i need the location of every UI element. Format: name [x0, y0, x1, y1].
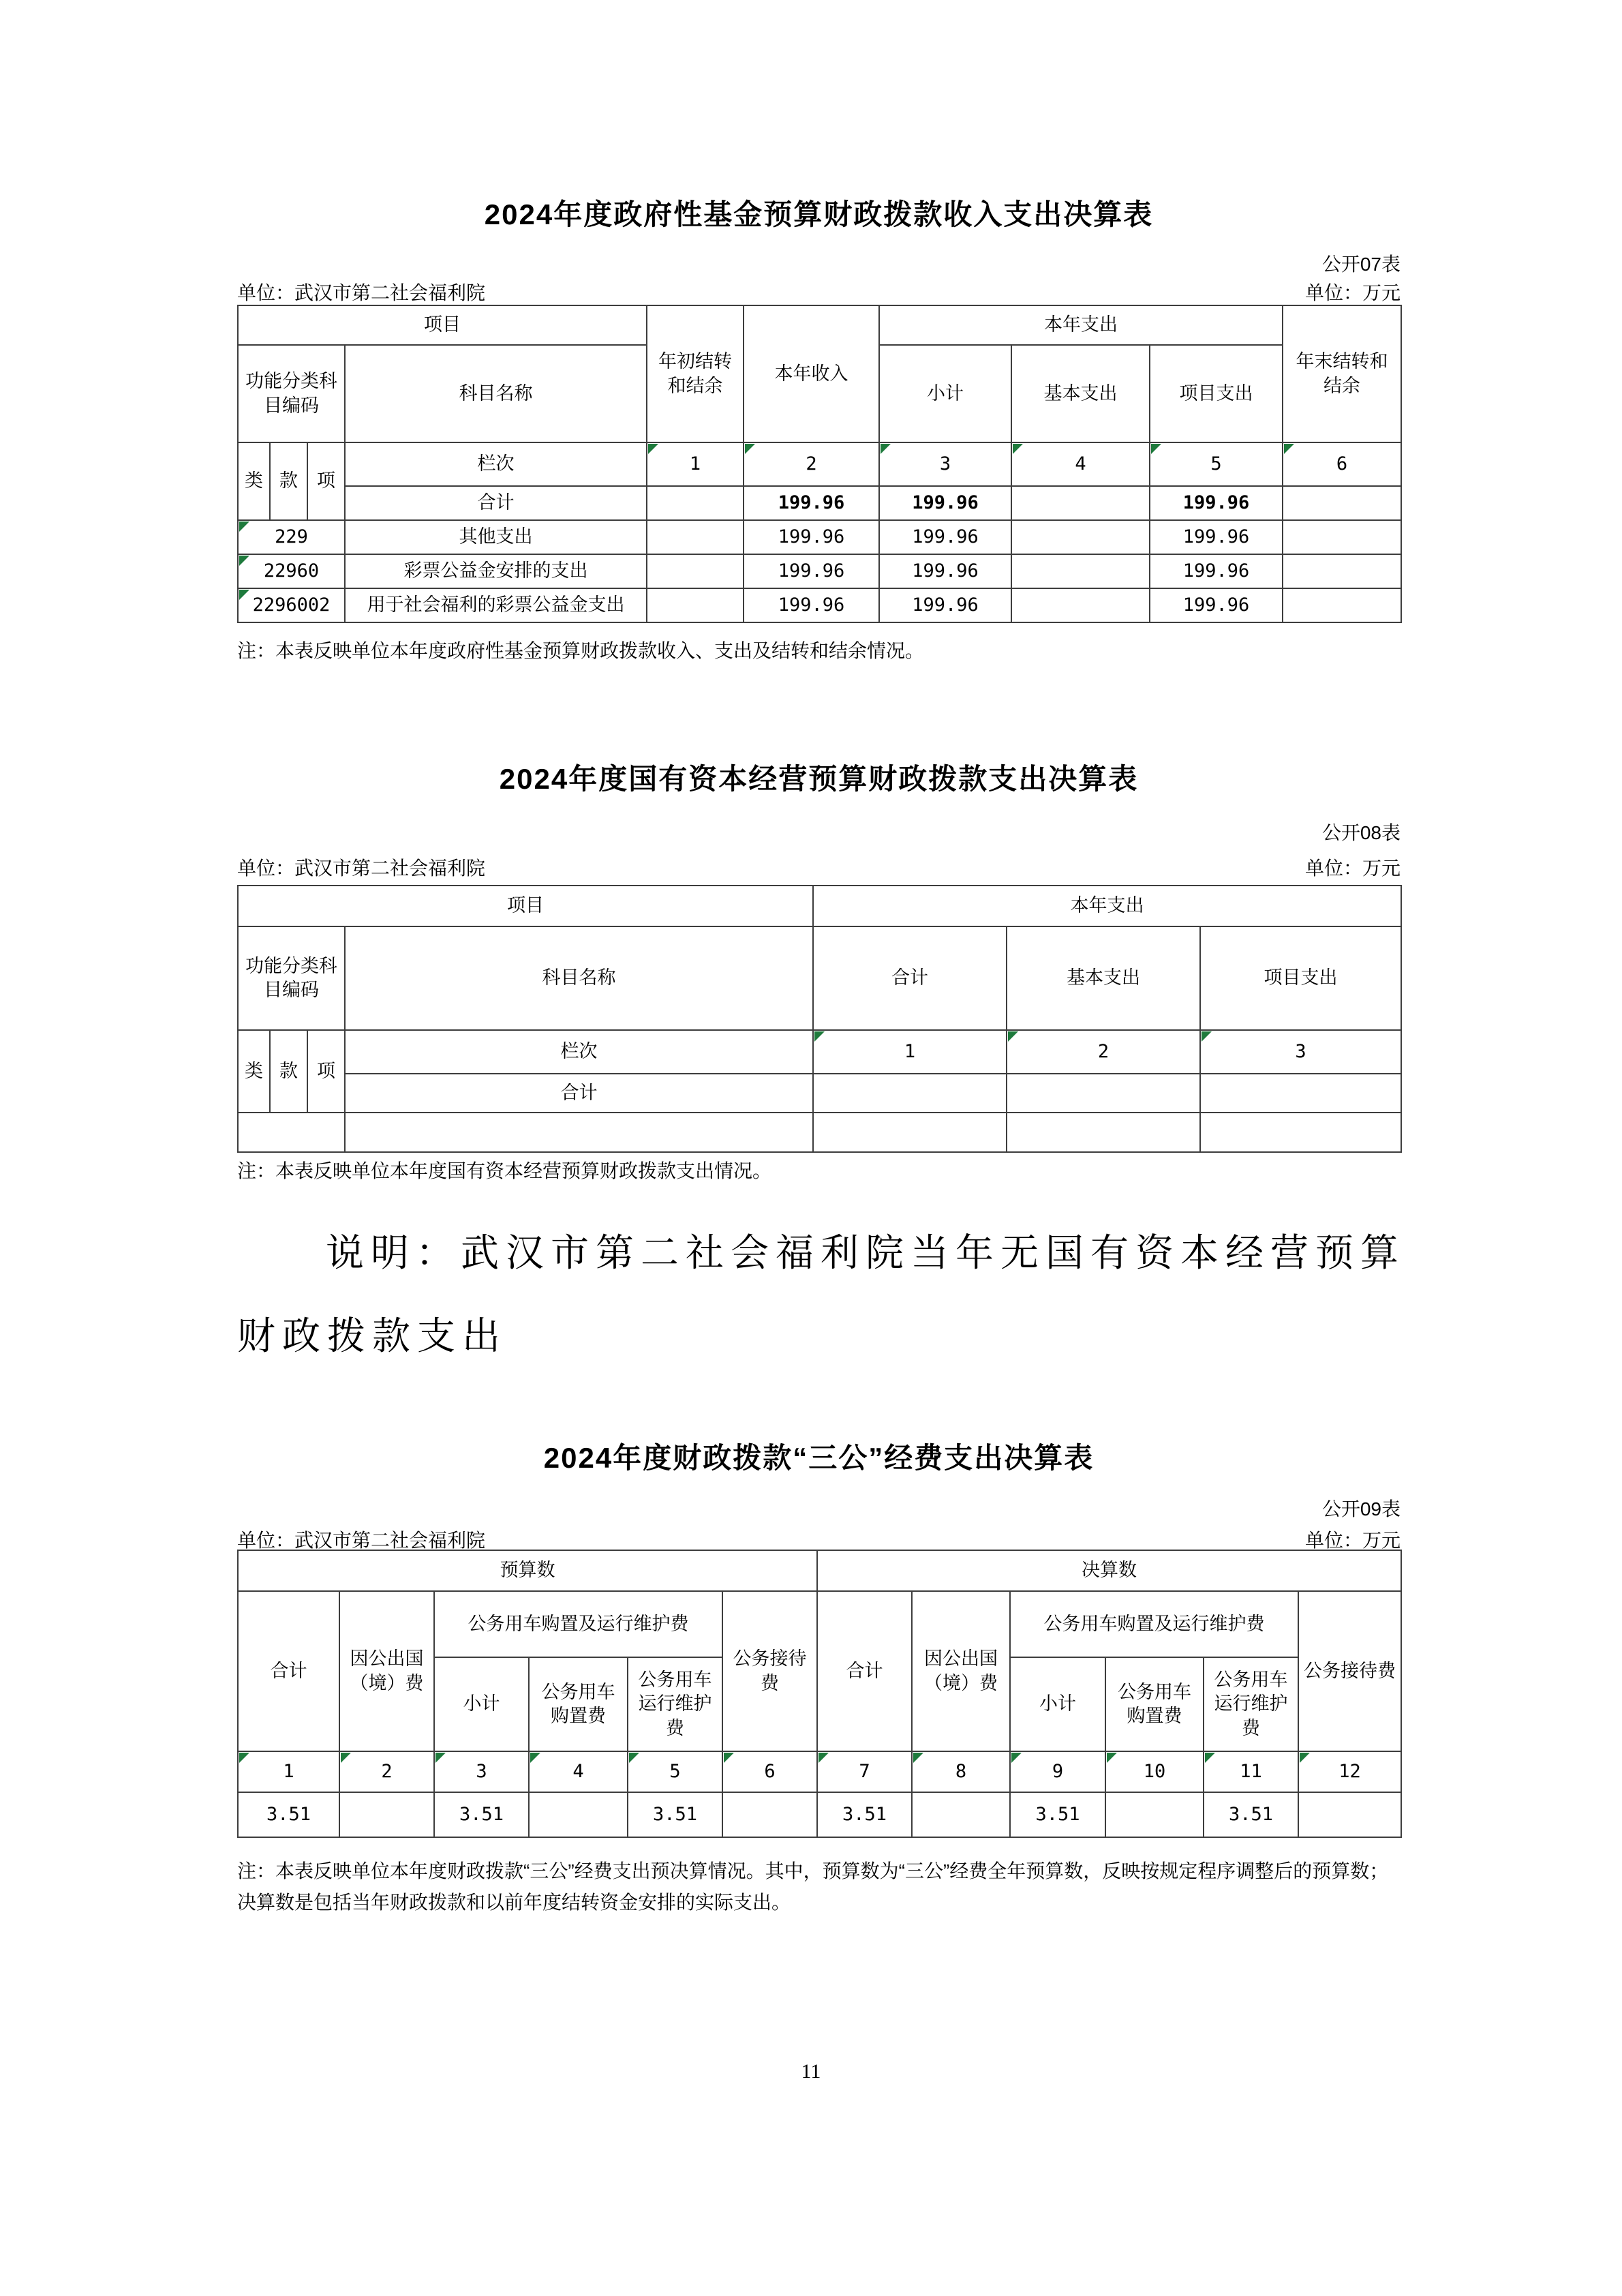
column-number-cell: 4: [1011, 442, 1150, 486]
header-cell: 年初结转和结余: [647, 305, 744, 442]
header-cell: 项目: [238, 305, 647, 345]
table09-code: 公开09表: [1321, 1498, 1401, 1520]
table07-grid: [237, 305, 1402, 623]
excel-flag-icon: [724, 1753, 734, 1763]
row-code-cell: 22960: [238, 554, 345, 588]
data-cell: [912, 1792, 1010, 1837]
data-cell: 199.96: [744, 554, 879, 588]
excel-flag-icon: [435, 1753, 446, 1763]
excel-flag-icon: [881, 444, 891, 454]
column-number-cell: 10: [1105, 1751, 1204, 1792]
excel-flag-icon: [745, 444, 755, 454]
column-number-cell: 2: [339, 1751, 434, 1792]
header-cell: 小计: [879, 345, 1011, 442]
table08-unit-row: [237, 854, 1401, 881]
table09-org-label: 单位：武汉市第二社会福利院: [237, 1530, 486, 1551]
data-cell: [1105, 1792, 1204, 1837]
excel-flag-icon: [341, 1753, 351, 1763]
data-cell: 199.96: [1150, 554, 1283, 588]
excel-flag-icon: [648, 444, 658, 454]
header-cell: 基本支出: [1007, 926, 1200, 1030]
header-cell: 合计: [817, 1591, 912, 1751]
table09-grid: [237, 1550, 1402, 1838]
table09-unit-row: [237, 1526, 1401, 1553]
excel-flag-icon: [913, 1753, 923, 1763]
column-number-cell: 1: [813, 1030, 1007, 1074]
row-code-cell: [238, 1113, 345, 1152]
table07-code: 公开07表: [1321, 254, 1401, 275]
data-cell: [1283, 486, 1401, 520]
excel-flag-icon: [814, 1031, 825, 1042]
table09-title: 2024年度财政拨款“三公”经费支出决算表: [543, 1442, 1095, 1474]
table08-note: 注：本表反映单位本年度国有资本经营预算财政拨款支出情况。: [237, 1160, 772, 1181]
data-cell: 3.51: [817, 1792, 912, 1837]
column-number-cell: 2: [744, 442, 879, 486]
data-cell: 199.96: [744, 486, 879, 520]
data-cell: 199.96: [879, 588, 1011, 622]
header-cell: 栏次: [345, 442, 647, 486]
excel-flag-icon: [239, 522, 249, 532]
table09-money-unit: 单位：万元: [1304, 1530, 1401, 1551]
data-cell: [647, 588, 744, 622]
data-cell: 199.96: [879, 520, 1011, 554]
header-cell: 款: [270, 442, 307, 520]
header-cell: 年末结转和结余: [1283, 305, 1401, 442]
header-cell: 基本支出: [1011, 345, 1150, 442]
data-cell: [1298, 1792, 1401, 1837]
data-cell: 199.96: [879, 554, 1011, 588]
subject-name-cell: [345, 1113, 813, 1152]
column-number-cell: 3: [879, 442, 1011, 486]
total-row-label: 合计: [345, 1074, 813, 1113]
column-number-cell: 2: [1007, 1030, 1200, 1074]
table08-title: 2024年度国有资本经营预算财政拨款支出决算表: [499, 763, 1139, 795]
column-number-cell: 12: [1298, 1751, 1401, 1792]
data-cell: [1283, 520, 1401, 554]
table08-code: 公开08表: [1321, 822, 1401, 843]
subject-name-cell: 彩票公益金安排的支出: [345, 554, 647, 588]
header-cell: 公务用车购置费: [1105, 1657, 1204, 1751]
data-cell: [647, 486, 744, 520]
column-number-cell: 8: [912, 1751, 1010, 1792]
data-cell: [529, 1792, 628, 1837]
data-cell: [813, 1113, 1007, 1152]
header-cell: 项目支出: [1150, 345, 1283, 442]
column-number-cell: 7: [817, 1751, 912, 1792]
column-number-cell: 3: [434, 1751, 529, 1792]
row-code-cell: 229: [238, 520, 345, 554]
header-cell: 本年收入: [744, 305, 879, 442]
header-cell: 本年支出: [879, 305, 1283, 345]
subject-name-cell: 其他支出: [345, 520, 647, 554]
excel-flag-icon: [1284, 444, 1294, 454]
header-cell: 公务用车运行维护费: [628, 1657, 722, 1751]
excel-flag-icon: [1202, 1031, 1212, 1042]
data-cell: [339, 1792, 434, 1837]
row-code-cell: 2296002: [238, 588, 345, 622]
data-cell: [1283, 588, 1401, 622]
excel-flag-icon: [1300, 1753, 1310, 1763]
column-number-cell: 5: [628, 1751, 722, 1792]
table08-grid: [237, 885, 1402, 1153]
data-cell: 199.96: [744, 588, 879, 622]
excel-flag-icon: [239, 556, 249, 566]
header-cell: 小计: [1010, 1657, 1105, 1751]
column-number-cell: 6: [722, 1751, 817, 1792]
data-cell: 199.96: [879, 486, 1011, 520]
data-cell: [1283, 554, 1401, 588]
column-number-cell: 9: [1010, 1751, 1105, 1792]
header-cell: 公务接待费: [1298, 1591, 1401, 1751]
excel-flag-icon: [1008, 1031, 1018, 1042]
statement-line1: 说明：武汉市第二社会福利院当年无国有资本经营预算: [326, 1233, 1405, 1275]
data-cell: 3.51: [1010, 1792, 1105, 1837]
column-number-cell: 5: [1150, 442, 1283, 486]
excel-flag-icon: [1107, 1753, 1117, 1763]
header-cell: 栏次: [345, 1030, 813, 1074]
column-number-cell: 4: [529, 1751, 628, 1792]
excel-flag-icon: [1151, 444, 1161, 454]
header-cell: 项目: [238, 886, 813, 926]
header-cell: 款: [270, 1030, 307, 1113]
header-cell: 科目名称: [345, 345, 647, 442]
column-number-cell: 3: [1200, 1030, 1401, 1074]
data-cell: [722, 1792, 817, 1837]
data-cell: [1007, 1074, 1200, 1113]
data-cell: 3.51: [1204, 1792, 1298, 1837]
subject-name-cell: 用于社会福利的彩票公益金支出: [345, 588, 647, 622]
total-row-label: 合计: [345, 486, 647, 520]
data-cell: [1011, 588, 1150, 622]
header-cell: 本年支出: [813, 886, 1401, 926]
table08-money-unit: 单位：万元: [1304, 858, 1401, 879]
data-cell: 199.96: [1150, 486, 1283, 520]
excel-flag-icon: [239, 1753, 249, 1763]
header-cell: 功能分类科目编码: [238, 345, 345, 442]
data-cell: 3.51: [628, 1792, 722, 1837]
header-cell: 功能分类科目编码: [238, 926, 345, 1030]
header-cell: 科目名称: [345, 926, 813, 1030]
table07-money-unit: 单位：万元: [1304, 282, 1401, 303]
header-cell: 项目支出: [1200, 926, 1401, 1030]
table09-note: 注：本表反映单位本年度财政拨款“三公”经费支出预决算情况。其中，预算数为“三公”经费全年预算数，反映按规定程序调整后的预算数；决算数是包括当年财政拨款和以前年度结转资金安排的实际支出。: [237, 1860, 1389, 1913]
column-number-cell: 6: [1283, 442, 1401, 486]
data-cell: 199.96: [1150, 520, 1283, 554]
data-cell: [813, 1074, 1007, 1113]
header-cell: 决算数: [817, 1550, 1401, 1591]
excel-flag-icon: [629, 1753, 639, 1763]
data-cell: [1007, 1113, 1200, 1152]
data-cell: [1200, 1113, 1401, 1152]
data-cell: 199.96: [1150, 588, 1283, 622]
table08-org-label: 单位：武汉市第二社会福利院: [237, 858, 486, 879]
header-cell: 公务用车购置及运行维护费: [1010, 1591, 1298, 1657]
header-cell: 类: [238, 442, 270, 520]
excel-flag-icon: [1205, 1753, 1215, 1763]
header-cell: 公务接待费: [722, 1591, 817, 1751]
header-cell: 公务用车购置费: [529, 1657, 628, 1751]
table07-org-label: 单位：武汉市第二社会福利院: [237, 282, 486, 303]
table07-unit-row: [237, 278, 1401, 305]
data-cell: [1011, 486, 1150, 520]
excel-flag-icon: [239, 590, 249, 600]
column-number-cell: 1: [238, 1751, 339, 1792]
header-cell: 项: [307, 1030, 345, 1113]
header-cell: 项: [307, 442, 345, 520]
header-cell: 因公出国（境）费: [339, 1591, 434, 1751]
data-cell: [1011, 554, 1150, 588]
excel-flag-icon: [530, 1753, 540, 1763]
data-cell: [647, 554, 744, 588]
data-cell: 199.96: [744, 520, 879, 554]
data-cell: 3.51: [434, 1792, 529, 1837]
data-cell: [647, 520, 744, 554]
column-number-cell: 1: [647, 442, 744, 486]
excel-flag-icon: [1013, 444, 1023, 454]
data-cell: [1200, 1074, 1401, 1113]
page-number: 11: [801, 2060, 821, 2083]
table07-note: 注：本表反映单位本年度政府性基金预算财政拨款收入、支出及结转和结余情况。: [237, 640, 925, 661]
header-cell: 公务用车运行维护费: [1204, 1657, 1298, 1751]
header-cell: 小计: [434, 1657, 529, 1751]
excel-flag-icon: [1011, 1753, 1022, 1763]
data-cell: [1011, 520, 1150, 554]
header-cell: 合计: [238, 1591, 339, 1751]
column-number-cell: 11: [1204, 1751, 1298, 1792]
header-cell: 合计: [813, 926, 1007, 1030]
header-cell: 公务用车购置及运行维护费: [434, 1591, 722, 1657]
header-cell: 预算数: [238, 1550, 817, 1591]
statement-line2: 财政拨款支出: [237, 1316, 507, 1358]
excel-flag-icon: [818, 1753, 829, 1763]
header-cell: 因公出国（境）费: [912, 1591, 1010, 1751]
data-cell: 3.51: [238, 1792, 339, 1837]
table07-title: 2024年度政府性基金预算财政拨款收入支出决算表: [484, 198, 1154, 230]
header-cell: 类: [238, 1030, 270, 1113]
